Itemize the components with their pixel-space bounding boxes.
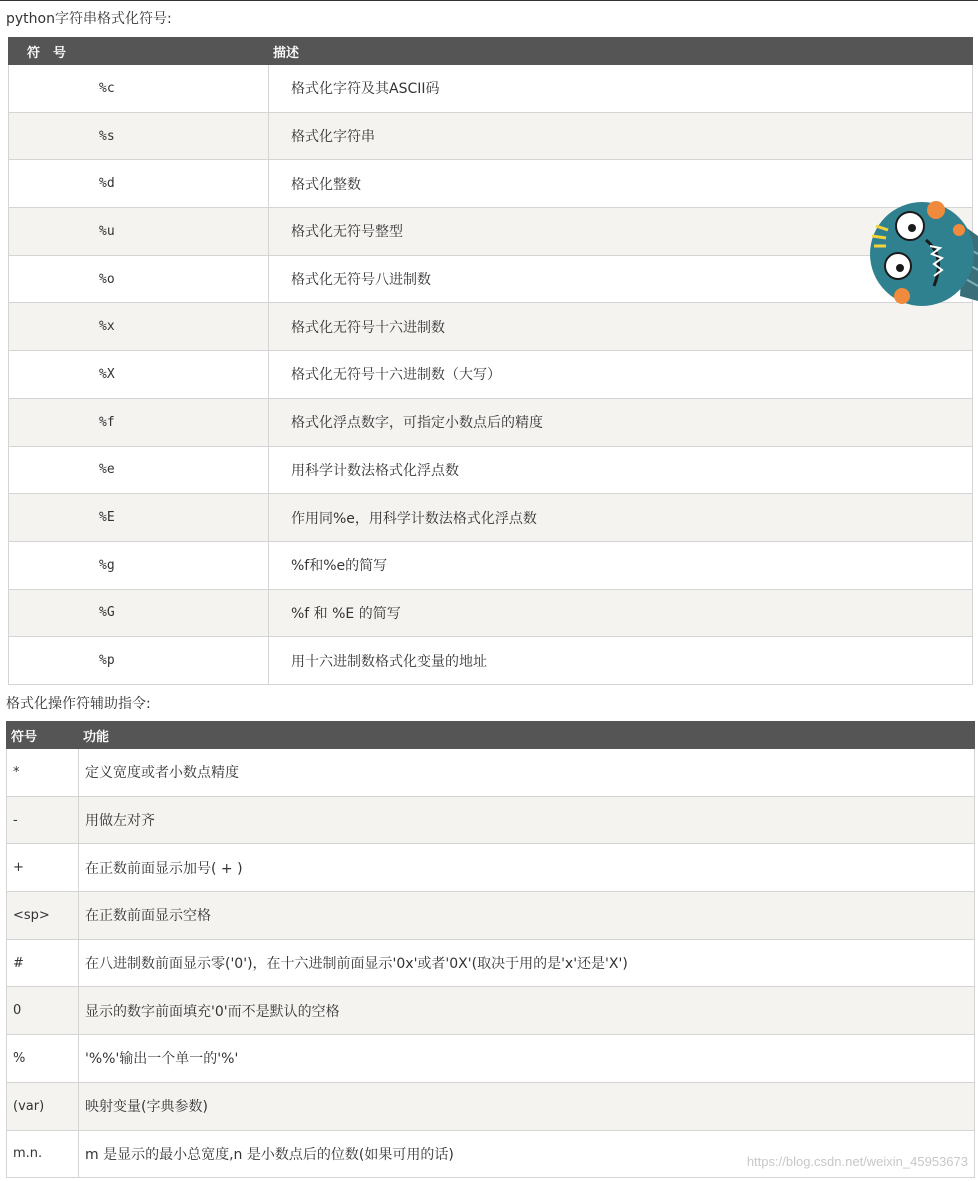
cell-description: 格式化无符号八进制数: [269, 255, 973, 303]
cell-symbol: %s: [9, 112, 269, 160]
top-border: [0, 0, 978, 1]
cell-symbol: m.n.: [7, 1130, 79, 1178]
table-row: [7, 987, 975, 1035]
cell-symbol: <sp>: [7, 892, 79, 940]
table-row: [9, 208, 973, 256]
cell-symbol: #: [7, 939, 79, 987]
cell-symbol: %G: [9, 589, 269, 637]
table-header-row: [9, 38, 973, 65]
monster-face-icon: [864, 196, 978, 312]
cell-description: 定义宽度或者小数点精度: [79, 749, 975, 797]
cell-symbol: 0: [7, 987, 79, 1035]
cell-symbol: %x: [9, 303, 269, 351]
table-row: [7, 1035, 975, 1083]
cell-symbol: %u: [9, 208, 269, 256]
cell-description: 格式化字符串: [269, 112, 973, 160]
cell-description: 格式化无符号整型: [269, 208, 973, 256]
cell-symbol: %d: [9, 160, 269, 208]
cell-description: 映射变量(字典参数): [79, 1082, 975, 1130]
cell-symbol: %g: [9, 541, 269, 589]
table-row: [9, 255, 973, 303]
table-row: [9, 446, 973, 494]
header-symbol: 符号: [7, 722, 79, 749]
format-symbols-table: [8, 37, 973, 685]
auxiliary-directives-table: [6, 721, 975, 1178]
table-row: [7, 796, 975, 844]
cell-description: 用科学计数法格式化浮点数: [269, 446, 973, 494]
cell-symbol: (var): [7, 1082, 79, 1130]
cell-description: 格式化字符及其ASCII码: [269, 65, 973, 113]
section-title-auxiliary: 格式化操作符辅助指令:: [6, 696, 151, 712]
table-header-row: [7, 722, 975, 749]
table-row: [9, 351, 973, 399]
cell-symbol: *: [7, 749, 79, 797]
cell-description: 用十六进制数格式化变量的地址: [269, 637, 973, 685]
table-row: [9, 494, 973, 542]
cell-description: m 是显示的最小总宽度,n 是小数点后的位数(如果可用的话): [79, 1130, 975, 1178]
table-row: [7, 892, 975, 940]
table-row: [9, 303, 973, 351]
cell-description: %f和%e的简写: [269, 541, 973, 589]
cell-symbol: %e: [9, 446, 269, 494]
cell-symbol: -: [7, 796, 79, 844]
table-row: [9, 398, 973, 446]
header-function: 功能: [79, 722, 975, 749]
table-row: [9, 160, 973, 208]
cell-description: 格式化浮点数字，可指定小数点后的精度: [269, 398, 973, 446]
cell-symbol: %: [7, 1035, 79, 1083]
table-row: [9, 112, 973, 160]
cell-description: 格式化无符号十六进制数（大写）: [269, 351, 973, 399]
table-row: [9, 541, 973, 589]
table-row: [9, 637, 973, 685]
cell-description: 在正数前面显示加号( + ): [79, 844, 975, 892]
header-symbol: 符 号: [9, 38, 269, 65]
cell-symbol: %p: [9, 637, 269, 685]
cell-symbol: %X: [9, 351, 269, 399]
table-row: [7, 939, 975, 987]
cell-symbol: %o: [9, 255, 269, 303]
cell-description: 作用同%e，用科学计数法格式化浮点数: [269, 494, 973, 542]
table-row: [9, 589, 973, 637]
table-row: [9, 65, 973, 113]
cell-description: %f 和 %E 的简写: [269, 589, 973, 637]
table-row: [7, 1082, 975, 1130]
cell-description: 格式化无符号十六进制数: [269, 303, 973, 351]
cell-description: '%%'输出一个单一的'%': [79, 1035, 975, 1083]
watermark-text: https://blog.csdn.net/weixin_45953673: [746, 1154, 968, 1169]
cell-symbol: +: [7, 844, 79, 892]
cell-symbol: %E: [9, 494, 269, 542]
cell-description: 显示的数字前面填充'0'而不是默认的空格: [79, 987, 975, 1035]
cell-symbol: %c: [9, 65, 269, 113]
section-title-format-symbols: python字符串格式化符号:: [6, 11, 172, 27]
cell-description: 用做左对齐: [79, 796, 975, 844]
cell-description: 格式化整数: [269, 160, 973, 208]
cell-symbol: %f: [9, 398, 269, 446]
table-row: [7, 749, 975, 797]
header-description: 描述: [269, 38, 973, 65]
cell-description: 在正数前面显示空格: [79, 892, 975, 940]
cell-description: 在八进制数前面显示零('0')，在十六进制前面显示'0x'或者'0X'(取决于用的是'x'还是'X'): [79, 939, 975, 987]
table-row: [7, 844, 975, 892]
